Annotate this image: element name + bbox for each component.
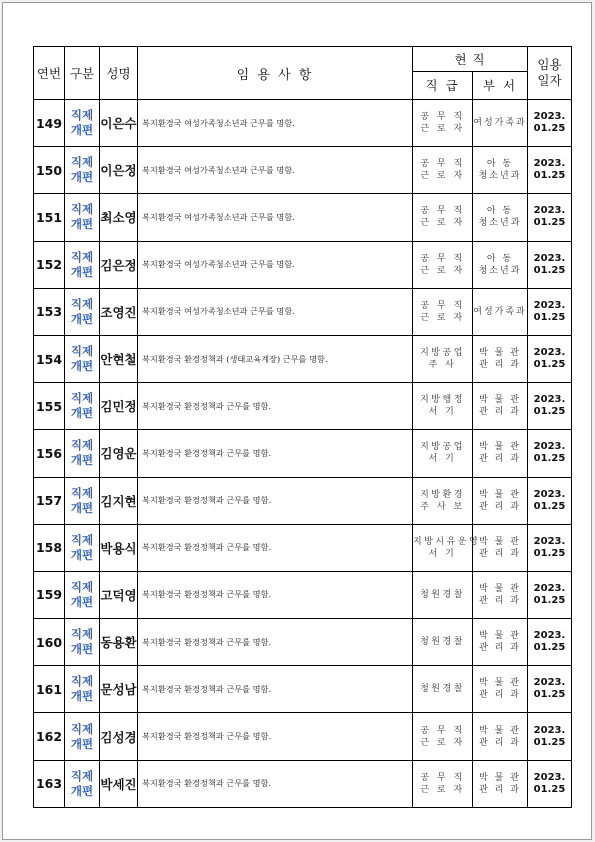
row-num: 161 <box>34 666 65 713</box>
row-type-line1: 직제 <box>70 155 94 170</box>
row-name: 박용식 <box>100 524 138 571</box>
row-name: 이은수 <box>100 100 138 147</box>
row-rank <box>413 288 473 335</box>
row-rank-line2: 근 로 자 <box>420 265 465 276</box>
row-num: 157 <box>34 477 65 524</box>
row-type <box>65 335 100 382</box>
header-date-line1: 임용 <box>537 57 562 72</box>
row-type <box>65 619 100 666</box>
row-duty: 복지환경국 여성가족청소년과 근무를 명함. <box>138 288 413 335</box>
row-type-line2: 개편 <box>70 689 94 704</box>
row-dept-line1: 박 물 관 <box>479 536 521 547</box>
row-dept <box>473 100 528 147</box>
row-date-line2: 01.25 <box>533 500 566 512</box>
row-date <box>528 430 572 477</box>
row-type-line2: 개편 <box>70 170 94 185</box>
table-row <box>34 241 572 288</box>
row-rank <box>413 100 473 147</box>
row-type-line1: 직제 <box>70 579 94 594</box>
row-name: 김민정 <box>100 383 138 430</box>
row-date <box>528 760 572 807</box>
row-date-line2: 01.25 <box>533 311 566 323</box>
row-date-line1: 2023. <box>533 582 566 594</box>
row-dept <box>473 666 528 713</box>
row-type-line2: 개편 <box>70 311 94 326</box>
row-dept-line1: 박 물 관 <box>479 489 521 500</box>
row-dept <box>473 194 528 241</box>
row-rank <box>413 335 473 382</box>
row-date-line2: 01.25 <box>533 736 566 748</box>
row-dept-line1: 여성가족과 <box>473 118 527 129</box>
row-dept-line2: 관 리 과 <box>479 784 521 795</box>
row-date-line2: 01.25 <box>533 406 566 418</box>
row-type-line2: 개편 <box>70 547 94 562</box>
row-rank <box>413 477 473 524</box>
row-rank <box>413 147 473 194</box>
row-date-line1: 2023. <box>533 158 566 170</box>
row-type <box>65 100 100 147</box>
row-duty: 복지환경국 여성가족청소년과 근무를 명함. <box>138 100 413 147</box>
row-dept-line2: 관 리 과 <box>479 501 521 512</box>
row-date <box>528 100 572 147</box>
row-rank-line1: 공 무 직 <box>420 159 465 170</box>
row-date-line1: 2023. <box>533 111 566 123</box>
row-rank-line2: 서 기 <box>428 454 457 465</box>
row-rank-line1: 공 무 직 <box>420 253 465 264</box>
row-type-line2: 개편 <box>70 453 94 468</box>
row-dept-line1: 아 동 <box>486 206 514 217</box>
row-rank-line1: 공 무 직 <box>420 300 465 311</box>
row-type-line1: 직제 <box>70 249 94 264</box>
row-type-line2: 개편 <box>70 123 94 138</box>
row-date-line1: 2023. <box>533 535 566 547</box>
row-type-line1: 직제 <box>70 296 94 311</box>
row-num: 153 <box>34 288 65 335</box>
row-date-line2: 01.25 <box>533 123 566 135</box>
row-rank-line1: 지방시유운영 <box>413 536 481 547</box>
table-row <box>34 760 572 807</box>
row-rank-line2: 근 로 자 <box>420 312 465 323</box>
row-date-line1: 2023. <box>533 441 566 453</box>
row-type <box>65 383 100 430</box>
row-date <box>528 619 572 666</box>
row-duty: 복지환경국 환경정책과 근무를 명함. <box>138 666 413 713</box>
row-rank-line1: 공 무 직 <box>420 112 465 123</box>
header-date <box>528 47 572 100</box>
row-date <box>528 288 572 335</box>
row-dept <box>473 383 528 430</box>
table-row <box>34 288 572 335</box>
row-type-line2: 개편 <box>70 500 94 515</box>
table-row <box>34 100 572 147</box>
row-type-line2: 개편 <box>70 642 94 657</box>
row-type-line2: 개편 <box>70 783 94 798</box>
row-dept-line1: 박 물 관 <box>479 442 521 453</box>
row-type-line2: 개편 <box>70 594 94 609</box>
row-duty: 복지환경국 환경정책과 근무를 명함. <box>138 713 413 760</box>
row-name: 김영운 <box>100 430 138 477</box>
row-name: 최소영 <box>100 194 138 241</box>
row-type <box>65 713 100 760</box>
row-rank-line2: 주 사 <box>428 360 457 371</box>
row-type-line1: 직제 <box>70 485 94 500</box>
row-num: 162 <box>34 713 65 760</box>
row-name: 김성경 <box>100 713 138 760</box>
row-type-line1: 직제 <box>70 202 94 217</box>
row-type-line1: 직제 <box>70 532 94 547</box>
row-type-line2: 개편 <box>70 736 94 751</box>
row-dept-line2: 청소년과 <box>478 218 522 229</box>
row-dept <box>473 477 528 524</box>
row-rank <box>413 666 473 713</box>
table-row <box>34 430 572 477</box>
row-date-line1: 2023. <box>533 394 566 406</box>
row-rank <box>413 430 473 477</box>
row-type <box>65 760 100 807</box>
row-type-line2: 개편 <box>70 406 94 421</box>
row-date-line1: 2023. <box>533 252 566 264</box>
row-num: 155 <box>34 383 65 430</box>
document-page <box>2 2 592 840</box>
row-date-line2: 01.25 <box>533 594 566 606</box>
row-dept-line2: 관 리 과 <box>479 737 521 748</box>
row-type <box>65 524 100 571</box>
row-rank <box>413 524 481 571</box>
row-type <box>65 571 100 618</box>
row-type <box>65 241 100 288</box>
table-row <box>34 571 572 618</box>
row-dept-line1: 박 물 관 <box>479 395 521 406</box>
row-date-line1: 2023. <box>533 299 566 311</box>
row-date-line1: 2023. <box>533 488 566 500</box>
row-rank <box>413 194 473 241</box>
row-rank <box>413 713 473 760</box>
row-date <box>528 241 572 288</box>
row-date-line2: 01.25 <box>533 264 566 276</box>
table-row <box>34 619 572 666</box>
row-date <box>528 477 572 524</box>
row-date-line1: 2023. <box>533 205 566 217</box>
row-rank <box>413 241 473 288</box>
row-rank-line1: 지방행정 <box>420 395 465 406</box>
row-type-line2: 개편 <box>70 359 94 374</box>
row-dept-line1: 박 물 관 <box>479 348 521 359</box>
row-num: 156 <box>34 430 65 477</box>
row-duty: 복지환경국 환경정책과 근무를 명함. <box>138 760 413 807</box>
appointment-table <box>33 46 572 808</box>
row-rank-line1: 공 무 직 <box>420 206 465 217</box>
table-body <box>34 100 572 808</box>
row-rank-line2: 근 로 자 <box>420 171 465 182</box>
table-header <box>34 47 572 100</box>
row-dept-line2: 관 리 과 <box>479 548 521 559</box>
row-dept-line2: 관 리 과 <box>479 407 521 418</box>
row-dept <box>473 619 528 666</box>
row-dept-line1: 박 물 관 <box>479 772 521 783</box>
row-date-line1: 2023. <box>533 630 566 642</box>
row-type-line1: 직제 <box>70 391 94 406</box>
row-rank-line2: 근 로 자 <box>420 737 465 748</box>
row-num: 159 <box>34 571 65 618</box>
header-duty: 임 용 사 항 <box>138 47 413 100</box>
table-row <box>34 335 572 382</box>
row-date-line1: 2023. <box>533 724 566 736</box>
row-rank <box>413 383 473 430</box>
row-dept <box>473 524 528 571</box>
row-dept-line2: 관 리 과 <box>479 690 521 701</box>
row-rank-line1: 청원경찰 <box>420 637 465 648</box>
row-date-line2: 01.25 <box>533 547 566 559</box>
row-name: 이은정 <box>100 147 138 194</box>
row-type <box>65 288 100 335</box>
row-num: 151 <box>34 194 65 241</box>
row-num: 152 <box>34 241 65 288</box>
row-type-line1: 직제 <box>70 627 94 642</box>
row-num: 158 <box>34 524 65 571</box>
row-duty: 복지환경국 여성가족청소년과 근무를 명함. <box>138 241 413 288</box>
row-name: 동용환 <box>100 619 138 666</box>
row-dept-line2: 청소년과 <box>478 265 522 276</box>
row-type-line2: 개편 <box>70 217 94 232</box>
row-type-line1: 직제 <box>70 108 94 123</box>
header-date-line2: 일자 <box>537 73 562 88</box>
row-duty: 복지환경국 환경정책과 근무를 명함. <box>138 383 413 430</box>
row-date-line2: 01.25 <box>533 359 566 371</box>
row-rank-line1: 지방공업 <box>420 442 465 453</box>
row-date-line1: 2023. <box>533 677 566 689</box>
row-rank-line1: 청원경찰 <box>420 589 465 600</box>
row-type <box>65 147 100 194</box>
row-type-line1: 직제 <box>70 344 94 359</box>
row-name: 김지현 <box>100 477 138 524</box>
row-num: 150 <box>34 147 65 194</box>
row-rank-line2: 근 로 자 <box>420 784 465 795</box>
row-dept-line2: 관 리 과 <box>479 595 521 606</box>
row-date-line1: 2023. <box>533 771 566 783</box>
row-rank-line2: 서 기 <box>428 548 457 559</box>
row-date-line2: 01.25 <box>533 689 566 701</box>
row-dept <box>473 288 528 335</box>
row-type-line1: 직제 <box>70 674 94 689</box>
row-type-line1: 직제 <box>70 768 94 783</box>
row-name: 박세진 <box>100 760 138 807</box>
row-rank-line1: 청원경찰 <box>420 684 465 695</box>
row-rank <box>413 760 473 807</box>
row-dept-line1: 박 물 관 <box>479 678 521 689</box>
row-duty: 복지환경국 환경정책과 근무를 명함. <box>138 477 413 524</box>
table-row <box>34 713 572 760</box>
row-name: 안현철 <box>100 335 138 382</box>
row-date <box>528 147 572 194</box>
row-rank-line1: 지방공업 <box>420 348 465 359</box>
header-num: 연번 <box>34 47 65 100</box>
row-date <box>528 335 572 382</box>
row-dept-line1: 박 물 관 <box>479 631 521 642</box>
row-date-line2: 01.25 <box>533 217 566 229</box>
row-name: 문성남 <box>100 666 138 713</box>
row-dept-line1: 아 동 <box>486 253 514 264</box>
row-rank-line2: 근 로 자 <box>420 218 465 229</box>
table-row <box>34 194 572 241</box>
row-date <box>528 666 572 713</box>
row-date-line2: 01.25 <box>533 453 566 465</box>
row-rank <box>413 619 473 666</box>
row-duty: 복지환경국 여성가족청소년과 근무를 명함. <box>138 147 413 194</box>
row-dept <box>473 760 528 807</box>
row-num: 160 <box>34 619 65 666</box>
row-duty: 복지환경국 여성가족청소년과 근무를 명함. <box>138 194 413 241</box>
row-name: 김은정 <box>100 241 138 288</box>
row-duty: 복지환경국 환경정책과 근무를 명함. <box>138 430 413 477</box>
row-dept <box>473 571 528 618</box>
row-dept <box>473 241 528 288</box>
row-duty: 복지환경국 환경정책과 (생태교육계장) 근무를 명함. <box>138 335 413 382</box>
row-type <box>65 666 100 713</box>
row-num: 163 <box>34 760 65 807</box>
row-dept <box>473 147 528 194</box>
row-type <box>65 477 100 524</box>
row-type-line1: 직제 <box>70 721 94 736</box>
row-dept-line1: 박 물 관 <box>479 725 521 736</box>
row-dept <box>473 713 528 760</box>
row-rank-line1: 공 무 직 <box>420 772 465 783</box>
row-rank <box>413 571 473 618</box>
row-duty: 복지환경국 환경정책과 근무를 명함. <box>138 619 413 666</box>
table-row <box>34 524 572 571</box>
header-rank: 직 급 <box>413 71 473 99</box>
row-dept-line1: 여성가족과 <box>473 306 527 317</box>
row-dept-line1: 박 물 관 <box>479 583 521 594</box>
table-row <box>34 666 572 713</box>
row-date-line1: 2023. <box>533 347 566 359</box>
row-date-line2: 01.25 <box>533 642 566 654</box>
header-name: 성명 <box>100 47 138 100</box>
row-name: 조영진 <box>100 288 138 335</box>
row-dept-line1: 아 동 <box>486 159 514 170</box>
table-row <box>34 383 572 430</box>
row-dept-line2: 관 리 과 <box>479 643 521 654</box>
table-row <box>34 477 572 524</box>
row-dept-line2: 관 리 과 <box>479 454 521 465</box>
row-dept-line2: 관 리 과 <box>479 360 521 371</box>
row-date <box>528 383 572 430</box>
header-type: 구분 <box>65 47 100 100</box>
row-date-line2: 01.25 <box>533 783 566 795</box>
row-rank-line2: 주 사 보 <box>420 501 465 512</box>
row-rank-line1: 공 무 직 <box>420 725 465 736</box>
row-date <box>528 524 572 571</box>
row-type-line1: 직제 <box>70 438 94 453</box>
row-date <box>528 713 572 760</box>
row-duty: 복지환경국 환경정책과 근무를 명함. <box>138 524 413 571</box>
row-num: 149 <box>34 100 65 147</box>
table-row <box>34 147 572 194</box>
row-num: 154 <box>34 335 65 382</box>
row-rank-line2: 서 기 <box>428 407 457 418</box>
row-name: 고덕영 <box>100 571 138 618</box>
row-type <box>65 430 100 477</box>
row-type-line2: 개편 <box>70 264 94 279</box>
row-duty: 복지환경국 환경정책과 근무를 명함. <box>138 571 413 618</box>
row-type <box>65 194 100 241</box>
row-date <box>528 571 572 618</box>
row-dept <box>473 430 528 477</box>
row-dept-line2: 청소년과 <box>478 171 522 182</box>
row-rank-line1: 지방환경 <box>420 489 465 500</box>
header-dept: 부 서 <box>473 71 528 99</box>
row-date-line2: 01.25 <box>533 170 566 182</box>
header-current-position: 현 직 <box>413 47 528 72</box>
row-date <box>528 194 572 241</box>
row-rank-line2: 근 로 자 <box>420 124 465 135</box>
row-dept <box>473 335 528 382</box>
